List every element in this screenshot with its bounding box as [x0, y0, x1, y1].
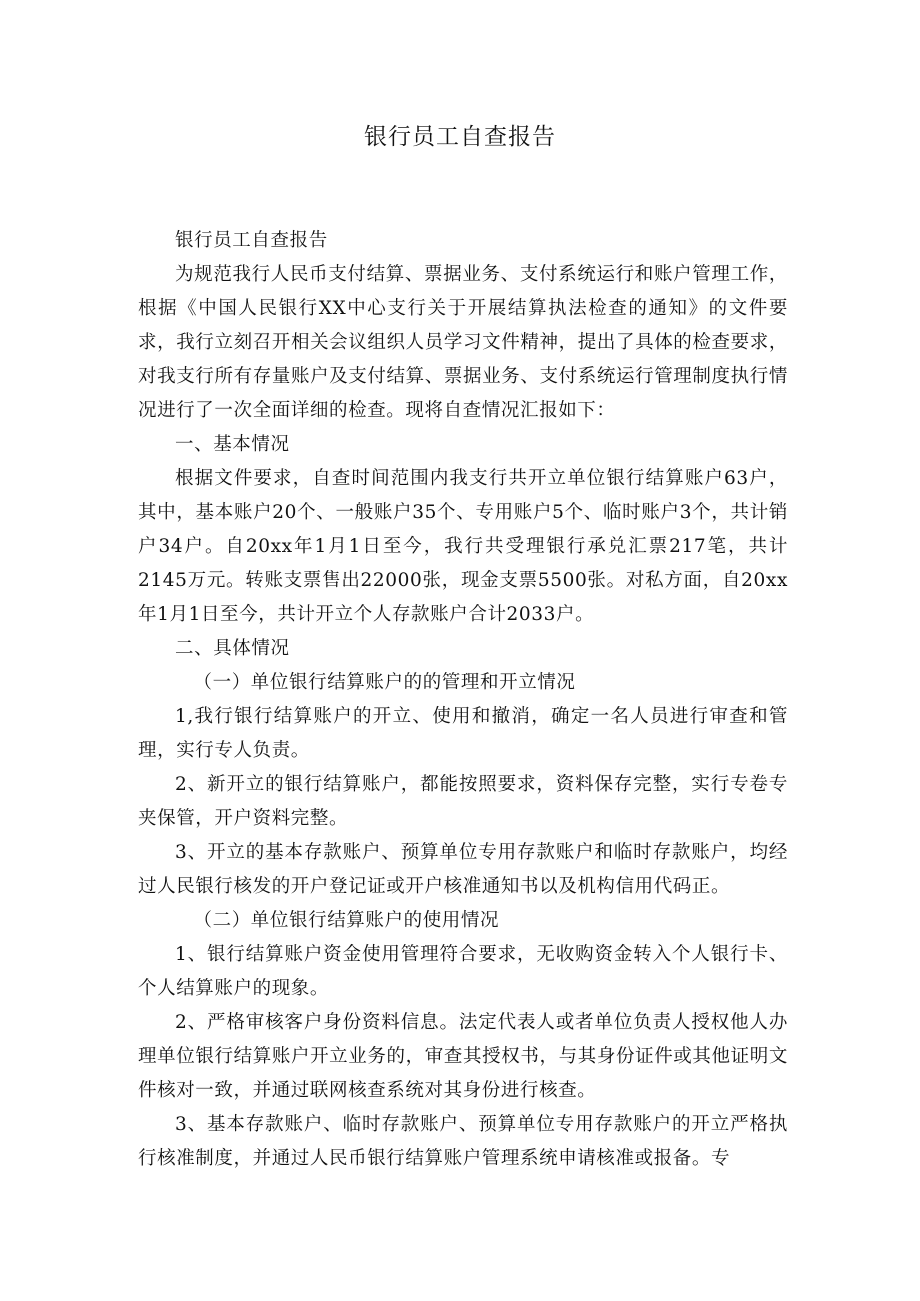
paragraph-item-1-1: 1,我行银行结算账户的开立、使用和撤消，确定一名人员进行审查和管理，实行专人负责。 [138, 706, 788, 761]
paragraph-item-2-3: 3、基本存款账户、临时存款账户、预算单位专用存款账户的开立严格执行核准制度，并通过人民币银行结算账户管理系统申请核准或报备。专 [138, 1114, 788, 1169]
paragraph-item-1-2: 2、新开立的银行结算账户，都能按照要求，资料保存完整，实行专卷专夹保管，开户资料完整。 [138, 774, 788, 829]
paragraph-item-2-2: 2、严格审核客户身份资料信息。法定代表人或者单位负责人授权他人办理单位银行结算账户开立业务的，审查其授权书，与其身份证件或其他证明文件核对一致，并通过联网核查系统对其身份进行核查。 [138, 1012, 788, 1101]
paragraph-item-2-1: 1、银行结算账户资金使用管理符合要求，无收购资金转入个人银行卡、个人结算账户的现象。 [138, 944, 788, 999]
document-body [138, 224, 788, 1176]
subsection-heading-1: （一）单位银行结算账户的的管理和开立情况 [193, 672, 576, 693]
paragraph-item-1-3: 3、开立的基本存款账户、预算单位专用存款账户和临时存款账户，均经过人民银行核发的开户登记证或开户核准通知书以及机构信用代码正。 [138, 842, 788, 897]
paragraph-subtitle: 银行员工自查报告 [175, 230, 328, 251]
document-title: 银行员工自查报告 [364, 124, 556, 150]
paragraph-intro: 为规范我行人民币支付结算、票据业务、支付系统运行和账户管理工作，根据《中国人民银行XX中心支行关于开展结算执法检查的通知》的文件要求，我行立刻召开相关会议组织人员学习文件精神，提出了具体的检查要求，对我支行所有存量账户及支付结算、票据业务、支付系统运行管理制度执行情况进行了一次全面详细的检查。现将自查情况汇报如下： [138, 264, 788, 421]
subsection-heading-2: （二）单位银行结算账户的使用情况 [193, 910, 500, 931]
section-heading-specific: 二、具体情况 [175, 638, 290, 659]
section-heading-basic: 一、基本情况 [175, 434, 290, 455]
paragraph-basic-situation: 根据文件要求，自查时间范围内我支行共开立单位银行结算账户63户，其中，基本账户20个、一般账户35个、专用账户5个、临时账户3个，共计销户34户。自20xx年1月1日至今，我行共受理银行承兑汇票217笔，共计2145万元。转账支票售出22000张，现金支票5500张。对私方面，自20xx年1月1日至今，共计开立个人存款账户合计2033户。 [138, 468, 788, 625]
